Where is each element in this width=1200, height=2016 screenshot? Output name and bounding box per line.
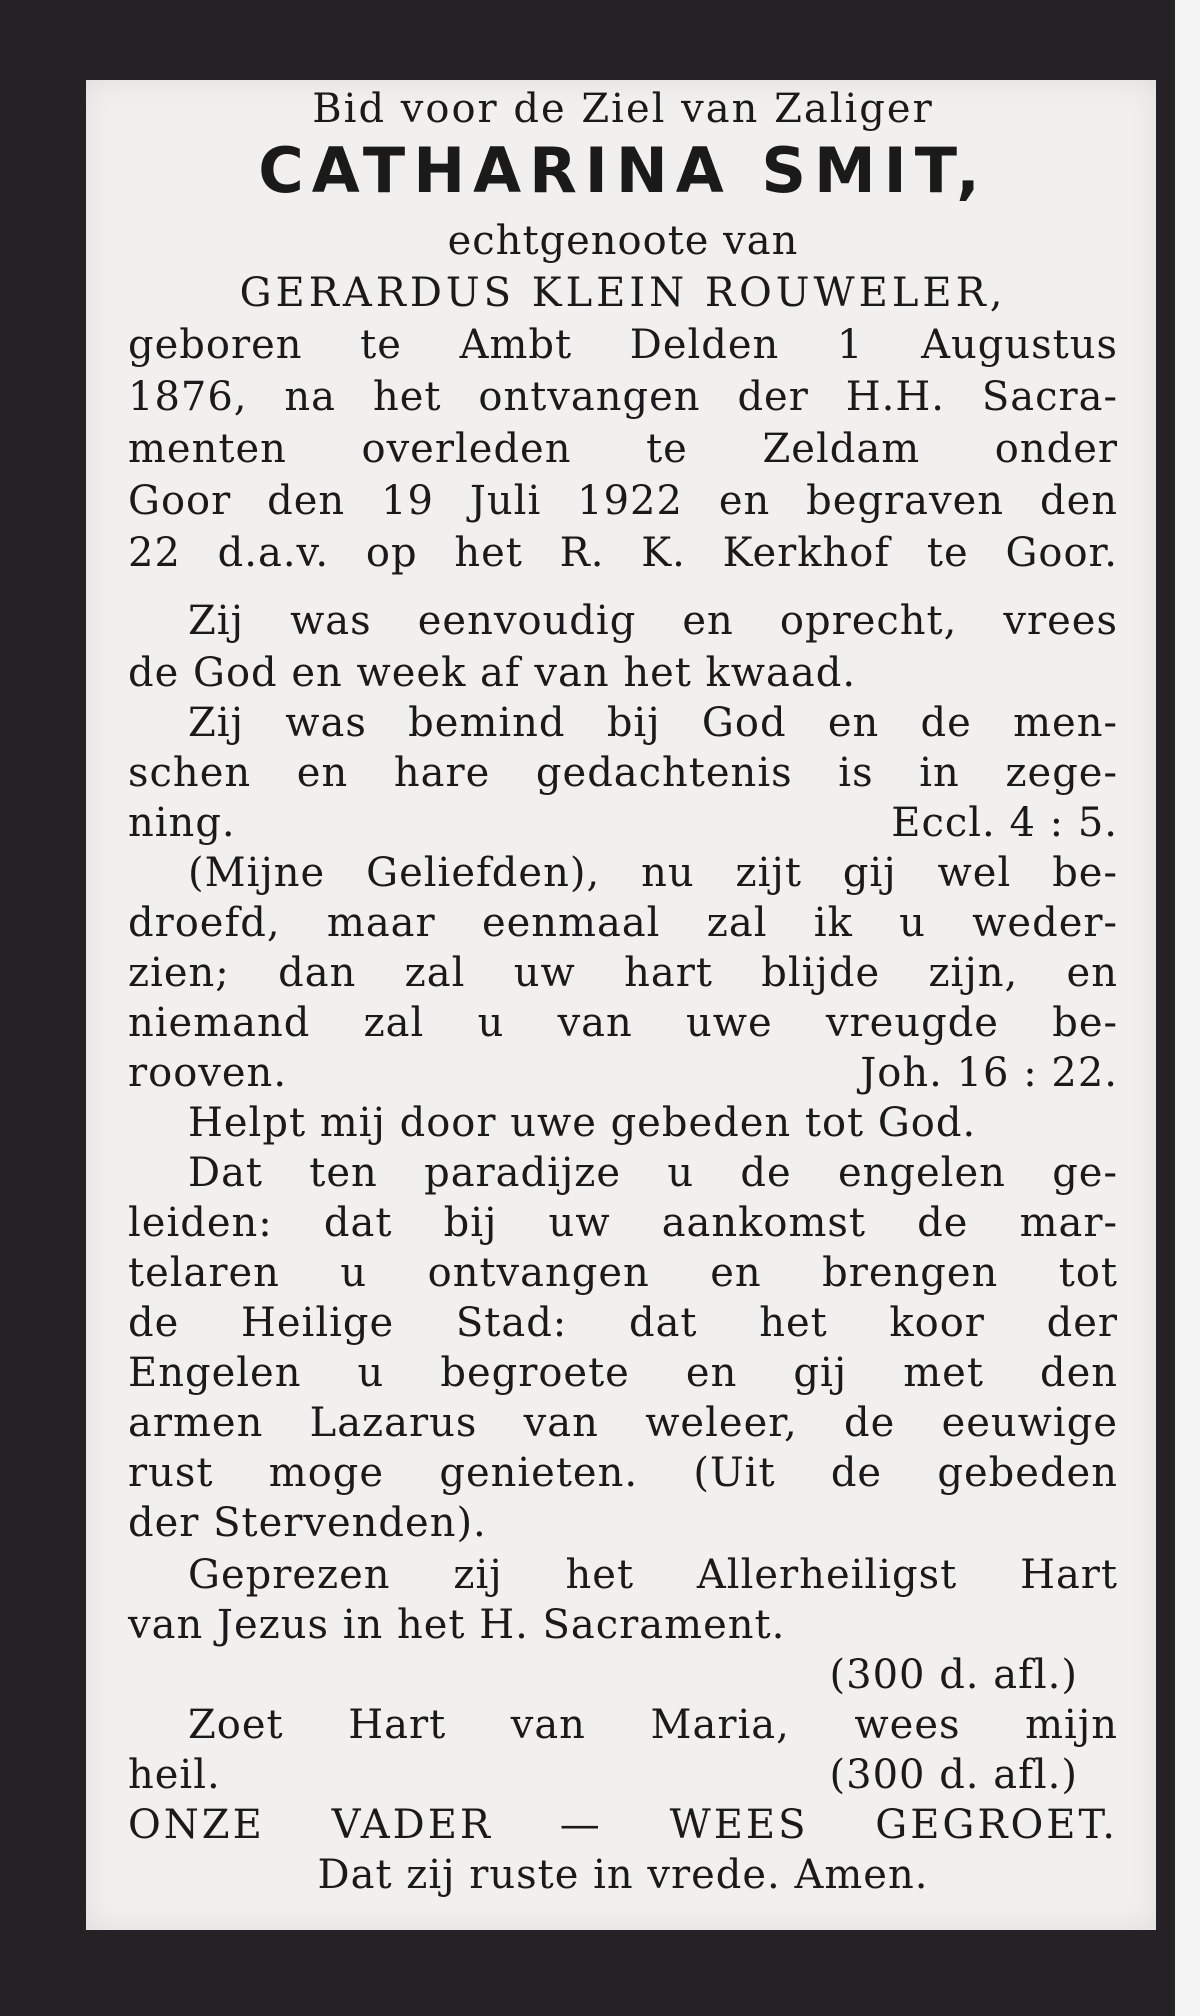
prayer-line: Engelen u begroete en gij met den	[128, 1350, 1118, 1396]
heart-line: van Jezus in het H. Sacrament.	[128, 1602, 786, 1648]
prayer-line: Dat ten paradijze u de engelen ge-	[188, 1150, 1118, 1196]
scan-edge	[1175, 0, 1200, 2016]
maria-line: Zoet Hart van Maria, wees mijn	[188, 1702, 1118, 1748]
closing-prayer: ONZE VADER — WEES GEGROET.	[128, 1802, 1118, 1848]
heart-indulgence: (300 d. afl.)	[829, 1652, 1078, 1698]
spouse-intro: echtgenoote van	[447, 218, 799, 264]
spouse-name: GERARDUS KLEIN ROUWELER,	[239, 270, 1007, 316]
maria-indulgence: (300 d. afl.)	[829, 1752, 1078, 1798]
eccl-last: ning.	[128, 800, 236, 846]
prayer-line: rust moge genieten. (Uit de gebeden	[128, 1450, 1118, 1496]
eccl-line: schen en hare gedachtenis is in zege-	[128, 750, 1118, 796]
eccl-line: Zij was eenvoudig en oprecht, vrees	[188, 598, 1118, 644]
bio-line: Goor den 19 Juli 1922 en begraven den	[128, 478, 1118, 524]
joh-line: niemand zal u van uwe vreugde be-	[128, 1000, 1118, 1046]
eccl-line: Zij was bemind bij God en de men-	[188, 700, 1118, 746]
prayer-line: de Heilige Stad: dat het koor der	[128, 1300, 1118, 1346]
eccl-last-row	[128, 800, 1118, 846]
joh-line: (Mijne Geliefden), nu zijt gij wel be-	[188, 850, 1118, 896]
bio-line: menten overleden te Zeldam onder	[128, 426, 1118, 472]
prayer-line: armen Lazarus van weleer, de eeuwige	[128, 1400, 1118, 1446]
joh-line: zien; dan zal uw hart blijde zijn, en	[128, 950, 1118, 996]
bio-line: geboren te Ambt Delden 1 Augustus	[128, 322, 1118, 368]
bio-line: 1876, na het ontvangen der H.H. Sacra-	[128, 374, 1118, 420]
maria-last-row	[128, 1752, 1118, 1798]
eccl-line: de God en week af van het kwaad.	[128, 650, 857, 696]
joh-line: droefd, maar eenmaal zal ik u weder-	[128, 900, 1118, 946]
final-line: Dat zij ruste in vrede. Amen.	[317, 1852, 929, 1898]
prayer-line: Helpt mij door uwe gebeden tot God.	[188, 1100, 977, 1146]
prayer-line: leiden: dat bij uw aankomst de mar-	[128, 1200, 1118, 1246]
maria-last: heil.	[128, 1752, 221, 1798]
prayer-line: der Stervenden).	[128, 1500, 487, 1546]
joh-reference: Joh. 16 : 22.	[860, 1050, 1118, 1096]
heart-line: Geprezen zij het Allerheiligst Hart	[188, 1552, 1118, 1598]
eccl-reference: Eccl. 4 : 5.	[891, 800, 1118, 846]
prayer-line: telaren u ontvangen en brengen tot	[128, 1250, 1118, 1296]
joh-last-row	[128, 1050, 1118, 1096]
card-header: Bid voor de Ziel van Zaliger	[312, 86, 934, 132]
deceased-name: CATHARINA SMIT,	[258, 134, 988, 207]
joh-last: rooven.	[128, 1050, 288, 1096]
bio-line: 22 d.a.v. op het R. K. Kerkhof te Goor.	[128, 530, 1118, 576]
